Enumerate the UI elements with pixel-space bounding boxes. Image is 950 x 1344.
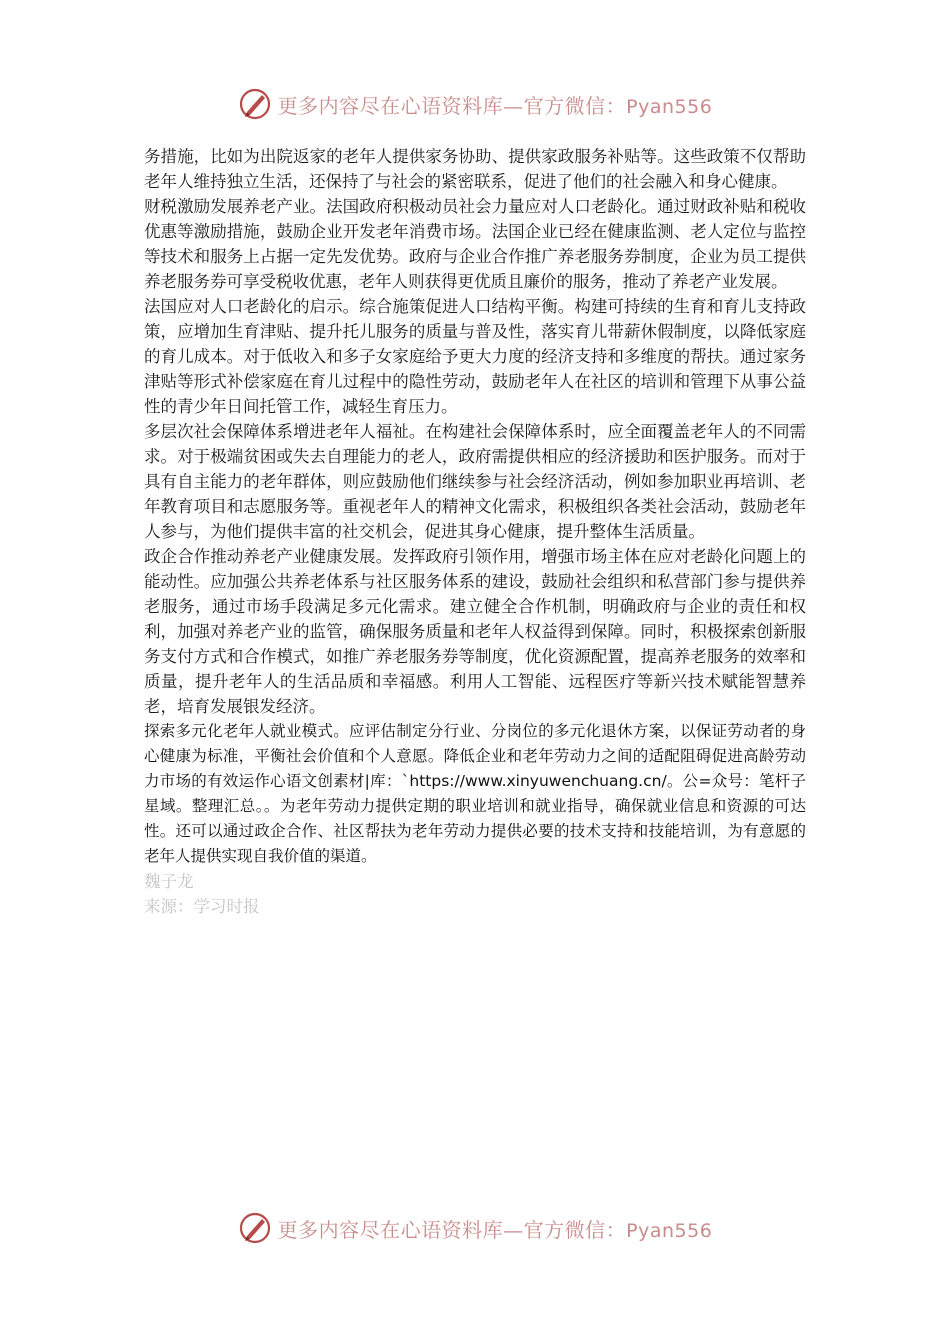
paragraph-2: 财税激励发展养老产业。法国政府积极动员社会力量应对人口老龄化。通过财政补贴和税收优惠等激励措施，鼓励企业开发老年消费市场。法国企业已经在健康监测、老人定位与监控等技术和服务上占据一定先发优势。政府与企业合作推广养老服务券制度，企业为员工提供养老服务券可享受税收优惠，老年人则获得更优质且廉价的服务，推动了养老产业发展。 bbox=[144, 197, 806, 291]
banner-wechat-id: Pyan556 bbox=[626, 1219, 713, 1242]
paragraph-1: 务措施，比如为出院返家的老年人提供家务协助、提供家政服务补贴等。这些政策不仅帮助老年人维持独立生活，还保持了与社会的紧密联系，促进了他们的社会融入和身心健康。 bbox=[144, 147, 806, 191]
paragraph-3: 法国应对人口老龄化的启示。综合施策促进人口结构平衡。构建可持续的生育和育儿支持政策，应增加生育津贴、提升托儿服务的质量与普及性，落实育儿带薪休假制度，以降低家庭的育儿成本。对于低收入和多子女家庭给予更大力度的经济支持和多维度的帮扶。通过家务津贴等形式补偿家庭在育儿过程中的隐性劳动，鼓励老年人在社区的培训和管理下从事公益性的青少年日间托管工作，减轻生育压力。 bbox=[144, 297, 806, 416]
banner-text-cn: 更多内容尽在心语资料库—官方微信： bbox=[277, 1217, 627, 1242]
source-line: 来源：学习时报 bbox=[144, 897, 260, 916]
banner-text bbox=[278, 1214, 713, 1243]
banner-text-cn: 更多内容尽在心语资料库—官方微信： bbox=[277, 93, 627, 118]
paragraph-5: 政企合作推动养老产业健康发展。发挥政府引领作用，增强市场主体在应对老龄化问题上的能动性。应加强公共养老体系与社区服务体系的建设，鼓励社会组织和私营部门参与提供养老服务，通过市场手段满足多元化需求。建立健全合作机制，明确政府与企业的责任和权利，加强对养老产业的监管，确保服务质量和老年人权益得到保障。同时，积极探索创新服务支付方式和合作模式，如推广养老服务券等制度，优化资源配置，提高养老服务的效率和质量，提升老年人的生活品质和幸福感。利用人工智能、远程医疗等新兴技术赋能智慧养老，培育发展银发经济。 bbox=[144, 547, 806, 716]
footer-banner bbox=[0, 1206, 950, 1250]
pen-circle-logo-icon bbox=[238, 87, 272, 121]
banner-wechat-id: Pyan556 bbox=[626, 95, 713, 118]
paragraph-6: 探索多元化老年人就业模式。应评估制定分行业、分岗位的多元化退休方案，以保证劳动者的身心健康为标准，平衡社会价值和个人意愿。降低企业和老年劳动力之间的适配阻碍促进高龄劳动力市场的有效运作心语文创素材|库：`https://www.xinyuwenchuang.cn/。公=众号：笔杆子星域。整理汇总。。为老年劳动力提供定期的职业培训和就业指导，确保就业信息和资源的可达性。还可以通过政企合作、社区帮扶为老年劳动力提供必要的技术支持和技能培训，为有意愿的老年人提供实现自我价值的渠道。 bbox=[144, 722, 806, 865]
paragraph-4: 多层次社会保障体系增进老年人福祉。在构建社会保障体系时，应全面覆盖老年人的不同需求。对于极端贫困或失去自理能力的老人，政府需提供相应的经济援助和医护服务。而对于具有自主能力的老年群体，则应鼓励他们继续参与社会经济活动，例如参加职业再培训、老年教育项目和志愿服务等。重视老年人的精神文化需求，积极组织各类社会活动，鼓励老年人参与，为他们提供丰富的社交机会，促进其身心健康，提升整体生活质量。 bbox=[144, 422, 806, 541]
banner-text bbox=[278, 90, 713, 119]
author-name: 魏子龙 bbox=[144, 872, 194, 891]
pen-circle-logo-icon bbox=[238, 1211, 272, 1245]
header-banner bbox=[0, 82, 950, 126]
article-body bbox=[144, 144, 806, 919]
